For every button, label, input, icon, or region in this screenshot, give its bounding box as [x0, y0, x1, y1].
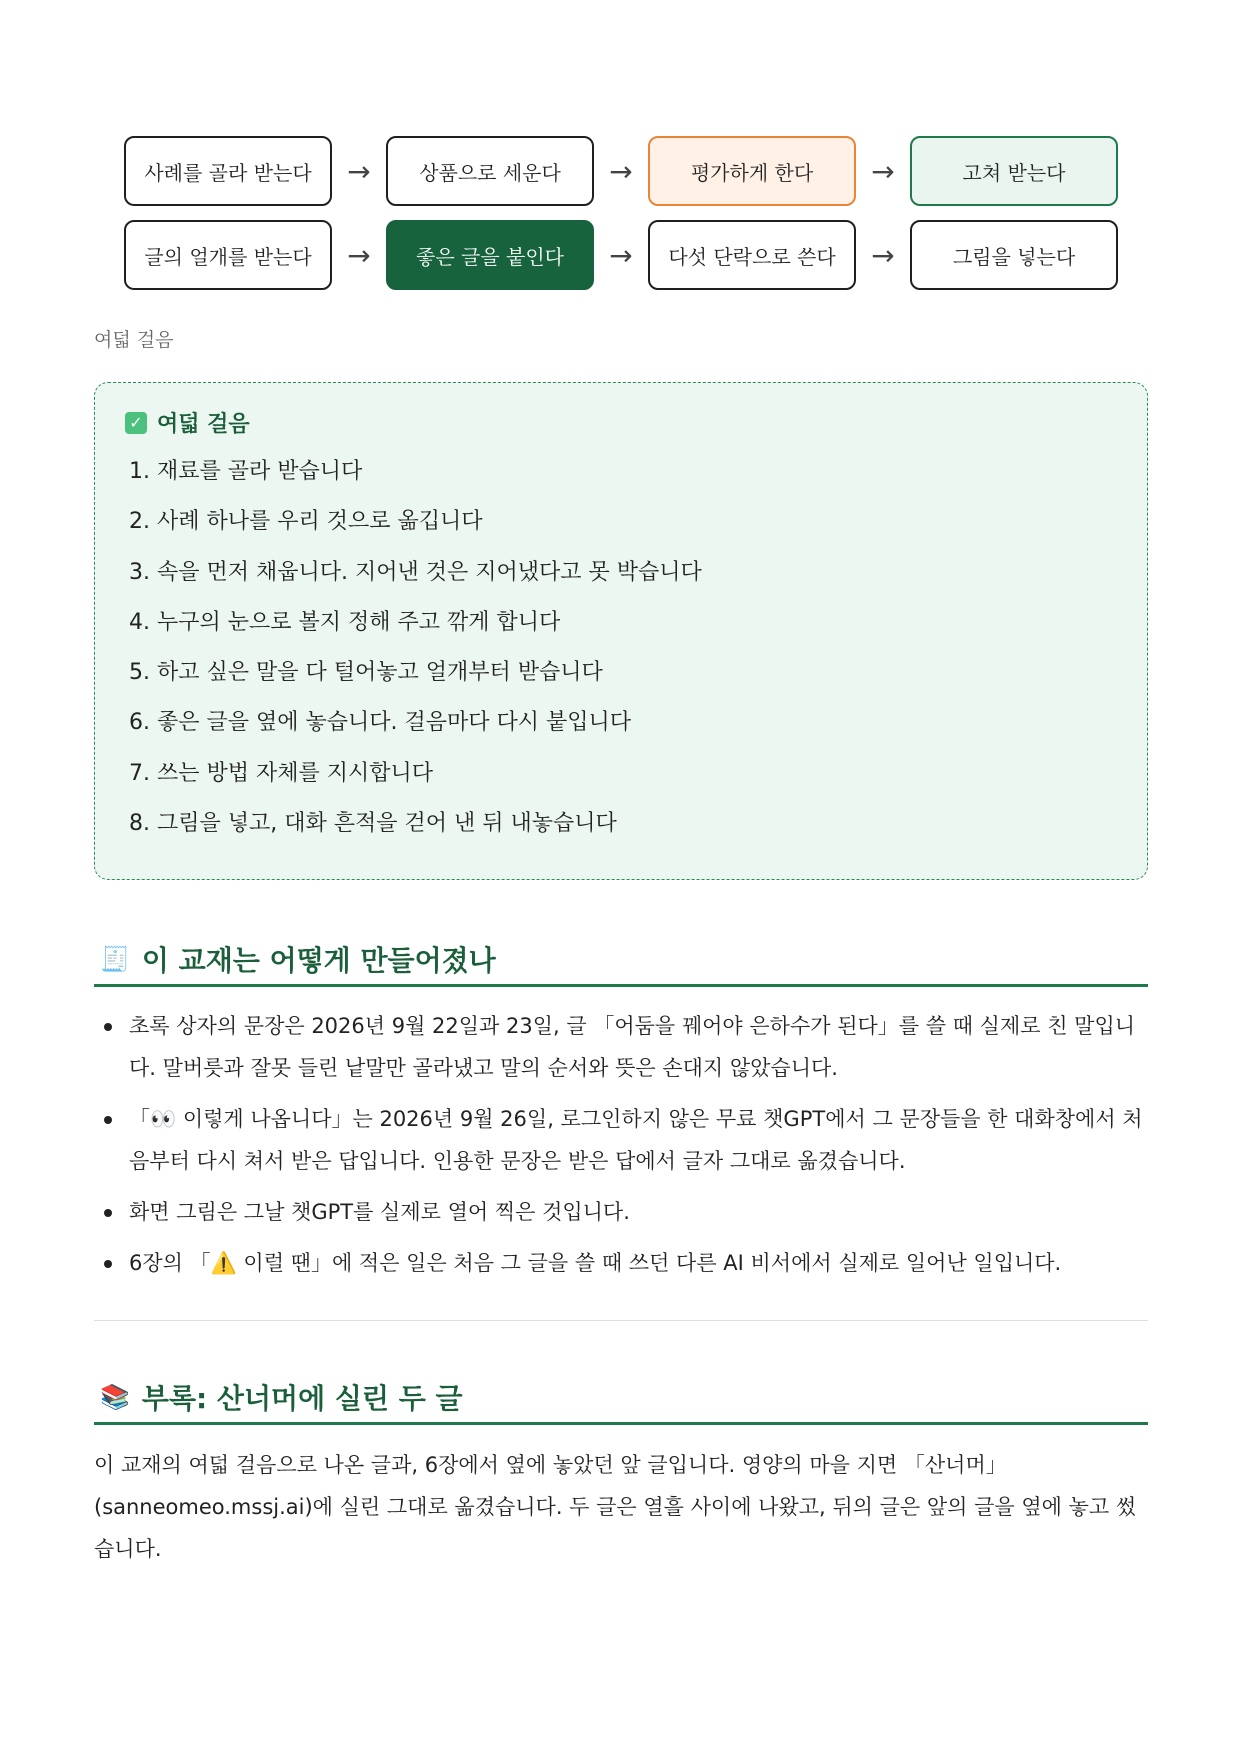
list-item: 「👀 이렇게 나옵니다」는 2026년 9월 26일, 로그인하지 않은 무료 챗GPT에서 그 문장들을 한 대화창에서 처음부터 다시 쳐서 받은 답입니다. 인용한 문장은 받은 답에서 글자 그대로 옮겼습니다.	[94, 1098, 1148, 1182]
section-title: 부록: 산너머에 실린 두 글	[141, 1382, 463, 1415]
list-item: 6. 좋은 글을 옆에 놓습니다. 걸음마다 다시 붙입니다	[129, 710, 631, 736]
flow-step-pick-cases: 사례를 골라 받는다	[124, 136, 332, 206]
section-heading-how-made	[94, 934, 1148, 987]
eight-steps-box	[94, 382, 1148, 880]
arrow-right-icon: →	[609, 154, 633, 188]
flow-step-attach-good-writing: 좋은 글을 붙인다	[386, 220, 594, 290]
steps-box-title	[125, 407, 1117, 438]
list-item: 4. 누구의 눈으로 볼지 정해 주고 깎게 합니다	[129, 609, 561, 635]
flow-step-product: 상품으로 세운다	[386, 136, 594, 206]
flow-row-1	[124, 135, 1124, 207]
arrow-right-icon: →	[871, 238, 895, 272]
flow-step-add-images: 그림을 넣는다	[910, 220, 1118, 290]
list-item: 2. 사례 하나를 우리 것으로 옮깁니다	[129, 509, 483, 535]
list-item: 5. 하고 싶은 말을 다 털어놓고 얼개부터 받습니다	[129, 660, 603, 686]
flow-step-five-paragraphs: 다섯 단락으로 쓴다	[648, 220, 856, 290]
books-icon: 📚	[100, 1383, 130, 1411]
arrow-right-icon: →	[347, 238, 371, 272]
receipt-icon: 🧾	[100, 945, 130, 973]
steps-box-title-text: 여덟 걸음	[157, 412, 250, 437]
list-item: 초록 상자의 문장은 2026년 9월 22일과 23일, 글 「어둠을 꿰어야 은하수가 된다」를 쓸 때 실제로 친 말입니다. 말버릇과 잘못 들린 낱말만 골라냈고 말의 순서와 뜻은 손대지 않았습니다.	[94, 1005, 1148, 1089]
process-flow-diagram	[124, 135, 1124, 303]
flow-row-2	[124, 219, 1124, 291]
flow-step-outline: 글의 얼개를 받는다	[124, 220, 332, 290]
how-made-bullet-list	[94, 1005, 1148, 1293]
arrow-right-icon: →	[609, 238, 633, 272]
list-item: 8. 그림을 넣고, 대화 흔적을 걷어 낸 뒤 내놓습니다	[129, 811, 617, 837]
list-item: 7. 쓰는 방법 자체를 지시합니다	[129, 760, 433, 786]
flow-step-evaluate: 평가하게 한다	[648, 136, 856, 206]
arrow-right-icon: →	[871, 154, 895, 188]
figure-caption: 여덟 걸음	[94, 329, 174, 351]
section-title: 이 교재는 어떻게 만들어졌나	[141, 944, 496, 977]
section-heading-appendix	[94, 1372, 1148, 1425]
list-item: 6장의 「⚠️ 이럴 땐」에 적은 일은 처음 그 글을 쓸 때 쓰던 다른 AI 비서에서 실제로 일어난 일입니다.	[94, 1242, 1148, 1284]
check-icon: ✓	[125, 412, 147, 434]
list-item: 1. 재료를 골라 받습니다	[129, 459, 363, 484]
flow-step-revise: 고쳐 받는다	[910, 136, 1118, 206]
appendix-paragraph: 이 교재의 여덟 걸음으로 나온 글과, 6장에서 옆에 놓았던 앞 글입니다. 영양의 마을 지면 「산너머」(sanneomeo.mssj.ai)에 실린 그대로 옮겼습니다. 두 글은 열흘 사이에 나왔고, 뒤의 글은 앞의 글을 옆에 놓고 썼습니다.	[94, 1453, 1137, 1561]
arrow-right-icon: →	[347, 154, 371, 188]
list-item: 3. 속을 먼저 채웁니다. 지어낸 것은 지어냈다고 못 박습니다	[129, 559, 702, 585]
steps-list	[125, 452, 1117, 854]
list-item: 화면 그림은 그날 챗GPT를 실제로 열어 찍은 것입니다.	[94, 1191, 1148, 1233]
section-divider	[94, 1320, 1148, 1321]
